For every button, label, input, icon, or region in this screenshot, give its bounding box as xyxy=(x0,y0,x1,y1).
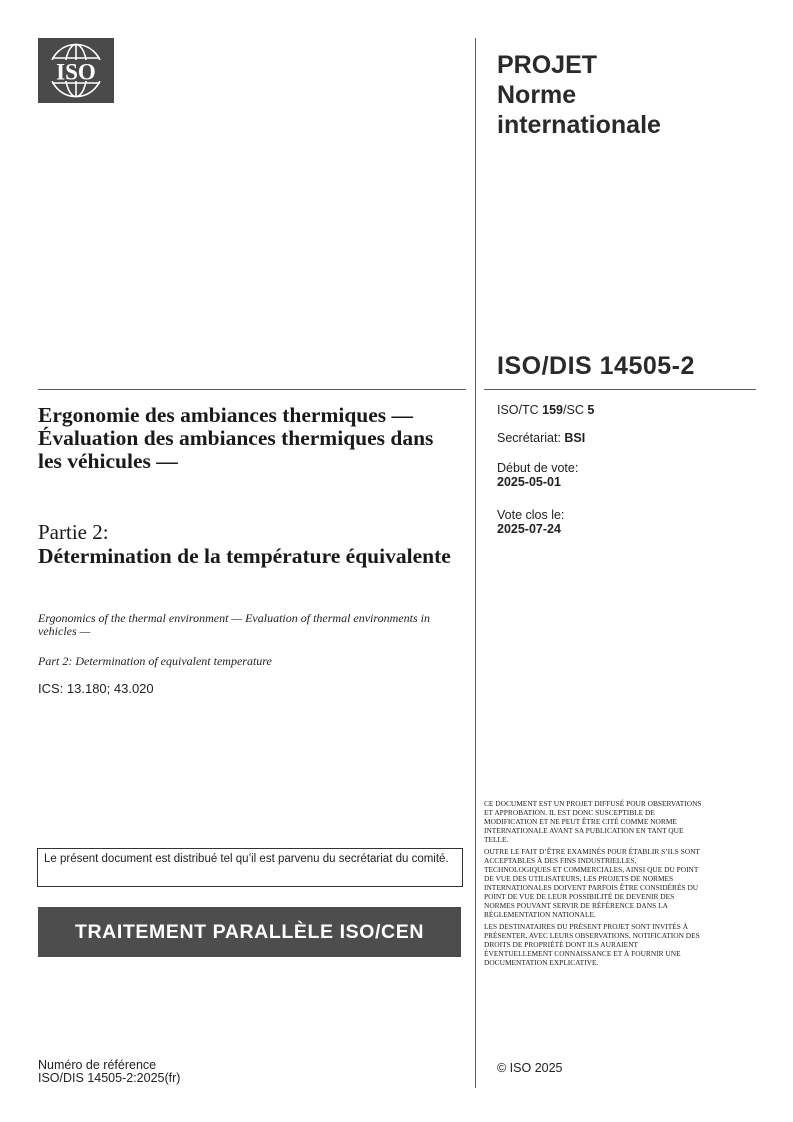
title-english-main: Ergonomics of the thermal environment — Evaluation of thermal environments in vehicles — xyxy=(38,611,430,638)
part-title-english: Part 2: Determination of equivalent temperature xyxy=(38,654,272,668)
status-line-norme: Norme xyxy=(497,81,577,109)
title-french-main: Ergonomie des ambiances thermiques — Évaluation des ambiances thermiques dans les véhicules — xyxy=(38,403,434,473)
reference-number-block xyxy=(38,1059,180,1085)
status-line-projet: PROJET xyxy=(497,51,598,79)
disclaimer-paragraph-2: OUTRE LE FAIT D’ÊTRE EXAMINÉS POUR ÉTABLIR S’ILS SONT ACCEPTABLES À DES FINS INDUSTRIELLES, TECHNOLOGIQUES ET COMMERCIALES, AINSI QUE DU POINT DE VUE DES UTILISATEURS, LES PROJETS DE NORMES INTERNATIONALES DOIVENT PARFOIS ÊTRE CONSIDÉRÉS DU POINT DE VUE DE LEUR POSSIBILITÉ DE DEVENIR DES NORMES POUVANT SERVIR DE RÉFÉRENCE DANS LA RÉGLEMENTATION NATIONALE. xyxy=(484,847,700,919)
status-line-internationale: internationale xyxy=(497,111,661,139)
part-title-french: Détermination de la température équivalente xyxy=(38,544,451,568)
disclaimer-paragraph-3: LES DESTINATAIRES DU PRÉSENT PROJET SONT INVITÉS À PRÉSENTER, AVEC LEURS OBSERVATIONS, NOTIFICATION DES DROITS DE PROPRIÉTÉ DONT ILS AURAIENT ÉVENTUELLEMENT CONNAISSANCE ET À FOURNIR UNE DOCUMENTATION EXPLICATIVE. xyxy=(484,922,700,967)
secretariat-label: Secrétariat: xyxy=(497,431,565,445)
iso-logo xyxy=(38,38,114,103)
secretariat-value: BSI xyxy=(564,431,586,445)
distribution-note: Le présent document est distribué tel qu’il est parvenu du secrétariat du comité. xyxy=(37,848,463,887)
vote-end-block xyxy=(497,508,564,536)
horizontal-rule-right xyxy=(484,389,756,390)
vote-end-date: 2025-07-24 xyxy=(497,522,561,536)
committee-sc: 5 xyxy=(587,403,595,417)
ics-codes: ICS: 13.180; 43.020 xyxy=(38,681,154,696)
iso-globe-logo-icon xyxy=(38,38,114,103)
banner-text: TRAITEMENT PARALLÈLE ISO/CEN xyxy=(74,920,425,943)
reference-label: Numéro de référence xyxy=(38,1058,157,1072)
vote-start-label: Début de vote: xyxy=(497,461,579,475)
disclaimer-paragraph-1: CE DOCUMENT EST UN PROJET DIFFUSÉ POUR OBSERVATIONS ET APPROBATION. IL EST DONC SUSCEPTIBLE DE MODIFICATION ET NE PEUT ÊTRE CITÉ COMME NORME INTERNATIONALE AVANT SA PUBLICATION EN TANT QUE TELLE. xyxy=(484,799,702,844)
document-status-heading xyxy=(497,50,757,140)
vote-start-date: 2025-05-01 xyxy=(497,475,561,489)
committee-line xyxy=(497,403,594,417)
parallel-processing-banner xyxy=(38,907,461,957)
horizontal-rule-left xyxy=(38,389,466,390)
part-label-french: Partie 2: xyxy=(38,520,109,544)
vertical-divider xyxy=(475,38,476,1088)
iso-logo-text: ISO xyxy=(56,59,96,85)
draft-disclaimer xyxy=(484,799,704,970)
vote-end-label: Vote clos le: xyxy=(497,508,565,522)
committee-prefix: ISO/TC xyxy=(497,403,543,417)
committee-tc: 159 xyxy=(542,403,564,417)
committee-separator: /SC xyxy=(563,403,588,417)
copyright-notice: © ISO 2025 xyxy=(497,1061,563,1075)
document-number: ISO/DIS 14505-2 xyxy=(497,352,695,380)
reference-value: ISO/DIS 14505-2:2025(fr) xyxy=(38,1071,181,1085)
vote-start-block xyxy=(497,461,578,489)
secretariat-line xyxy=(497,431,585,445)
